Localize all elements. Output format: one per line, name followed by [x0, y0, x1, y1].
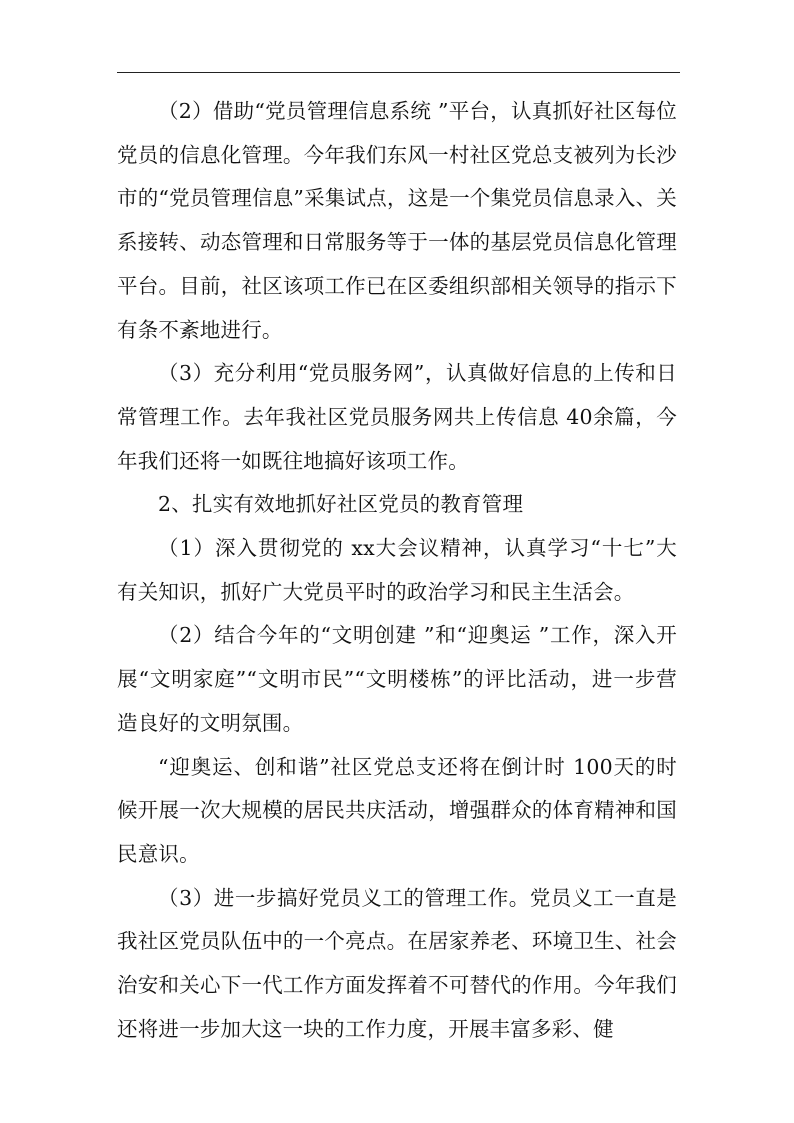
paragraph-party-service-network: （3）充分利用“党员服务网”，认真做好信息的上传和日常管理工作。去年我社区党员服务网共上传信息 40余篇，今年我们还将一如既往地搞好该项工作。 — [117, 361, 677, 473]
section-heading-education-management: 2、扎实有效地抓好社区党员的教育管理 — [158, 492, 524, 517]
paragraph-party-member-info-system: （2）借助“党员管理信息系统 ”平台，认真抓好社区每位党员的信息化管理。今年我们东风一村社区党总支被列为长沙市的“党员管理信息”采集试点，这是一个集党员信息录入、关系接转、动态管理和日常服务等于一体的基层党员信息化管理平台。目前，社区该项工作已在区委组织部相关领导的指示下有条不紊地进行。 — [117, 99, 677, 342]
document-body — [117, 90, 677, 1051]
paragraph-volunteer-management: （3）进一步搞好党员义工的管理工作。党员义工一直是我社区党员队伍中的一个亮点。在居家养老、环境卫生、社会治安和关心下一代工作方面发挥着不可替代的作用。今年我们还将进一步加大这一块的工作力度，开展丰富多彩、健 — [117, 885, 677, 1041]
paragraph-olympic-celebration: “迎奥运、创和谐”社区党总支还将在倒计时 100天的时候开展一次大规模的居民共庆活动，增强群众的体育精神和国民意识。 — [117, 754, 677, 866]
paragraph-civilization-olympics: （2）结合今年的“文明创建 ”和“迎奥运 ”工作，深入开展“文明家庭”“文明市民”“文明楼栋”的评比活动，进一步营造良好的文明氛围。 — [117, 623, 677, 735]
header-rule — [117, 72, 680, 73]
paragraph-congress-spirit: （1）深入贯彻党的 xx大会议精神，认真学习“十七”大有关知识，抓好广大党员平时的政治学习和民主生活会。 — [117, 536, 677, 604]
